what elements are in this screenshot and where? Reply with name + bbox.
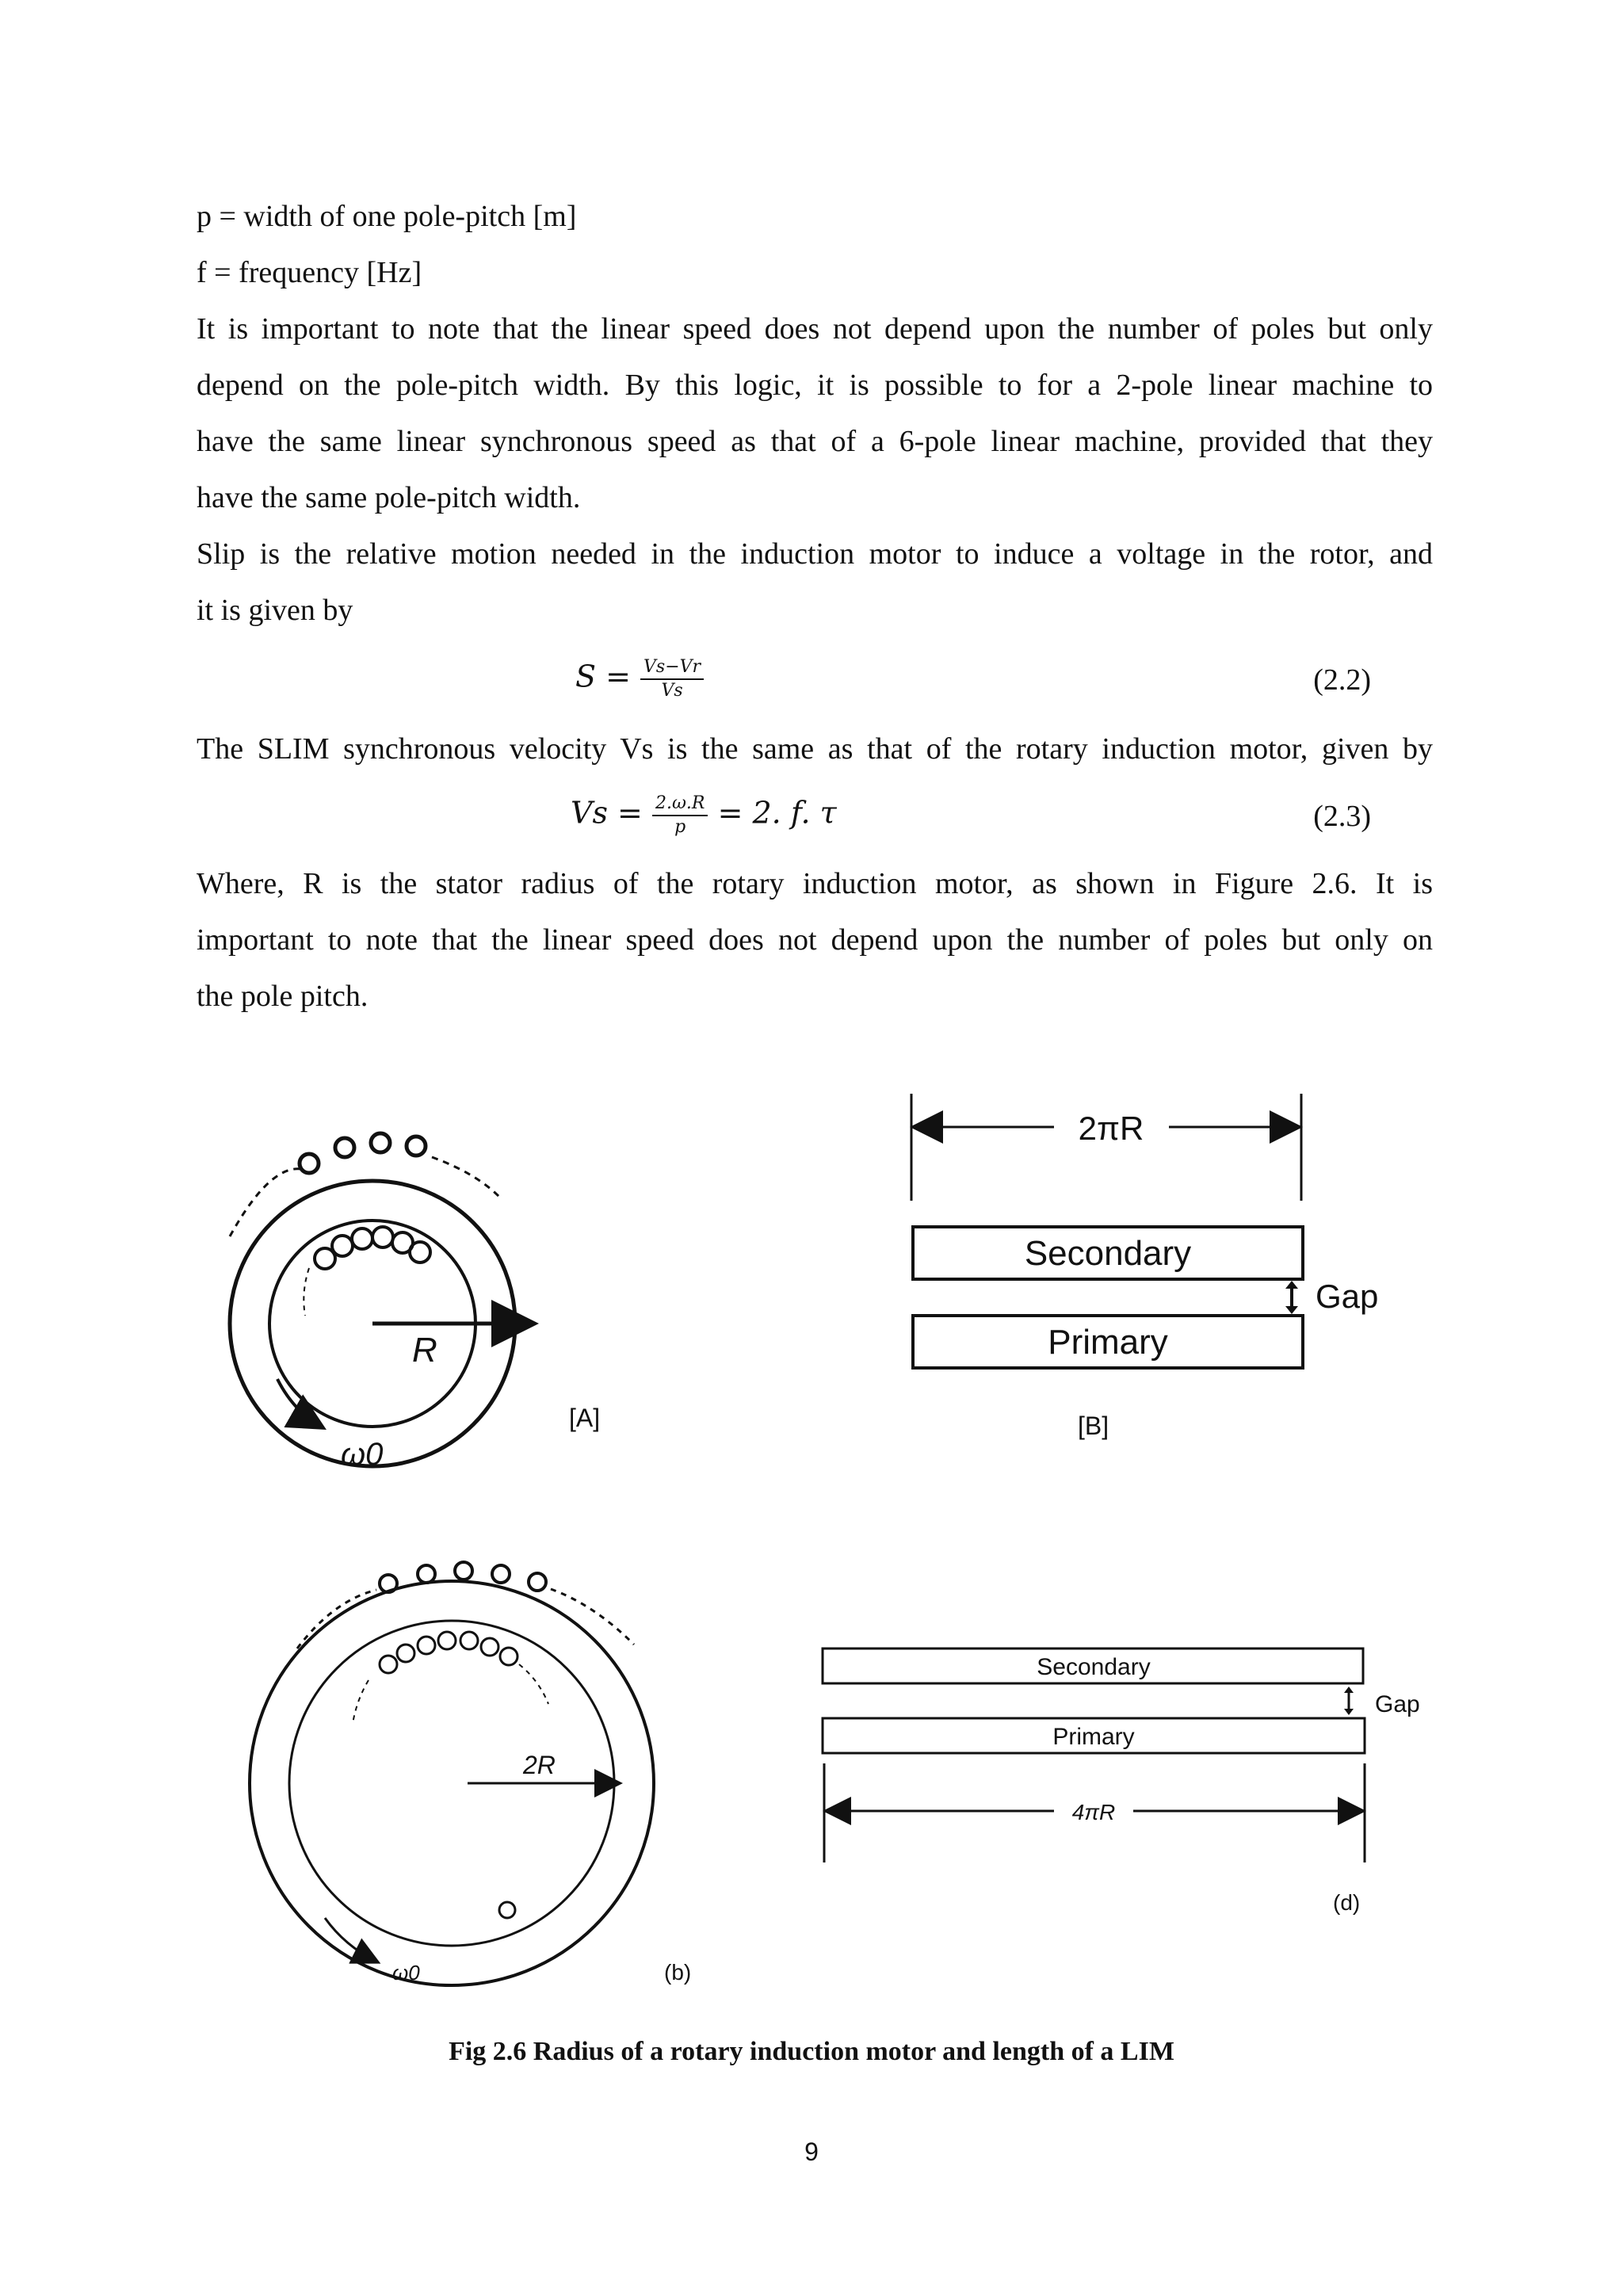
text-line: f = frequency [Hz] [197,256,422,289]
equation-number: (2.2) [1313,663,1371,697]
rotation-arrow [325,1918,376,1962]
text-line: It is important to note that the linear speed does not depend upon the number of poles but only [197,312,1433,346]
eq-fraction [640,656,704,702]
radius-label: R [412,1331,437,1370]
text-line: it is given by [197,594,353,627]
length-label: 2πR [1078,1110,1144,1147]
gap-label: Gap [1375,1691,1420,1717]
page-number: 9 [804,2137,819,2166]
rotation-arrow [277,1379,321,1427]
figure-caption: Fig 2.6 Radius of a rotary induction motor and length of a LIM [449,2037,1174,2066]
body-text-block-3 [197,856,1433,1025]
inner-conductors [380,1632,517,1673]
dashed-arc-right [432,1157,499,1197]
eq-lhs: S = [575,659,631,694]
panel-label: [B] [1078,1412,1109,1440]
eq-numerator: 2.ω.R [652,793,708,816]
equation-2-3 [197,785,1433,848]
body-text-block-2 [197,721,1433,777]
text-line: have the same linear synchronous speed as that of a 6-pole linear machine, provided that they [197,425,1433,458]
panel-label: [A] [569,1404,601,1432]
figure-a-rotary-motor [214,1110,658,1490]
omega-label: ω0 [341,1437,384,1472]
equation-number: (2.3) [1313,800,1371,833]
eq-denominator: Vs [661,681,683,701]
text-line: p = width of one pole-pitch [m] [197,200,577,233]
secondary-label: Secondary [1037,1654,1151,1680]
gap-label: Gap [1316,1278,1379,1315]
figure-b-linear-motor [896,1086,1434,1458]
eq-denominator: p [674,817,686,837]
text-line: depend on the pole-pitch width. By this logic, it is possible to for a 2-pole linear machine to [197,369,1433,402]
eq-lhs: Vs = [571,795,643,831]
panel-label: (d) [1333,1890,1361,1915]
length-label: 4πR [1071,1800,1116,1824]
body-text-block-1 [197,189,1433,639]
omega-label: ω0 [392,1961,420,1985]
text-line: the pole pitch. [197,980,369,1013]
text-line: Slip is the relative motion needed in the induction motor to induce a voltage in the rotor, and [197,537,1433,571]
figure-b-lower-rotary-motor [238,1545,761,1989]
outer-conductors [300,1133,426,1173]
text-line: important to note that the linear speed does not depend upon the number of poles but only on [197,923,1433,957]
radius-label: 2R [523,1751,556,1779]
secondary-label: Secondary [1024,1234,1192,1273]
text-line: Where, R is the stator radius of the rotary induction motor, as shown in Figure 2.6. It is [197,867,1433,900]
text-line: have the same pole-pitch width. [197,481,581,514]
eq-fraction [652,793,708,839]
equation-2-2 [197,648,1433,712]
eq-numerator: Vs−Vr [640,656,704,680]
eq-rhs: = 2. f. τ [717,795,837,831]
inner-conductors [315,1227,430,1269]
panel-label: (b) [664,1960,692,1985]
primary-label: Primary [1052,1724,1135,1750]
text-line: The SLIM synchronous velocity Vs is the same as that of the rotary induction motor, given by [197,732,1433,766]
figure-d-linear-motor [808,1633,1442,1926]
primary-label: Primary [1048,1323,1168,1362]
